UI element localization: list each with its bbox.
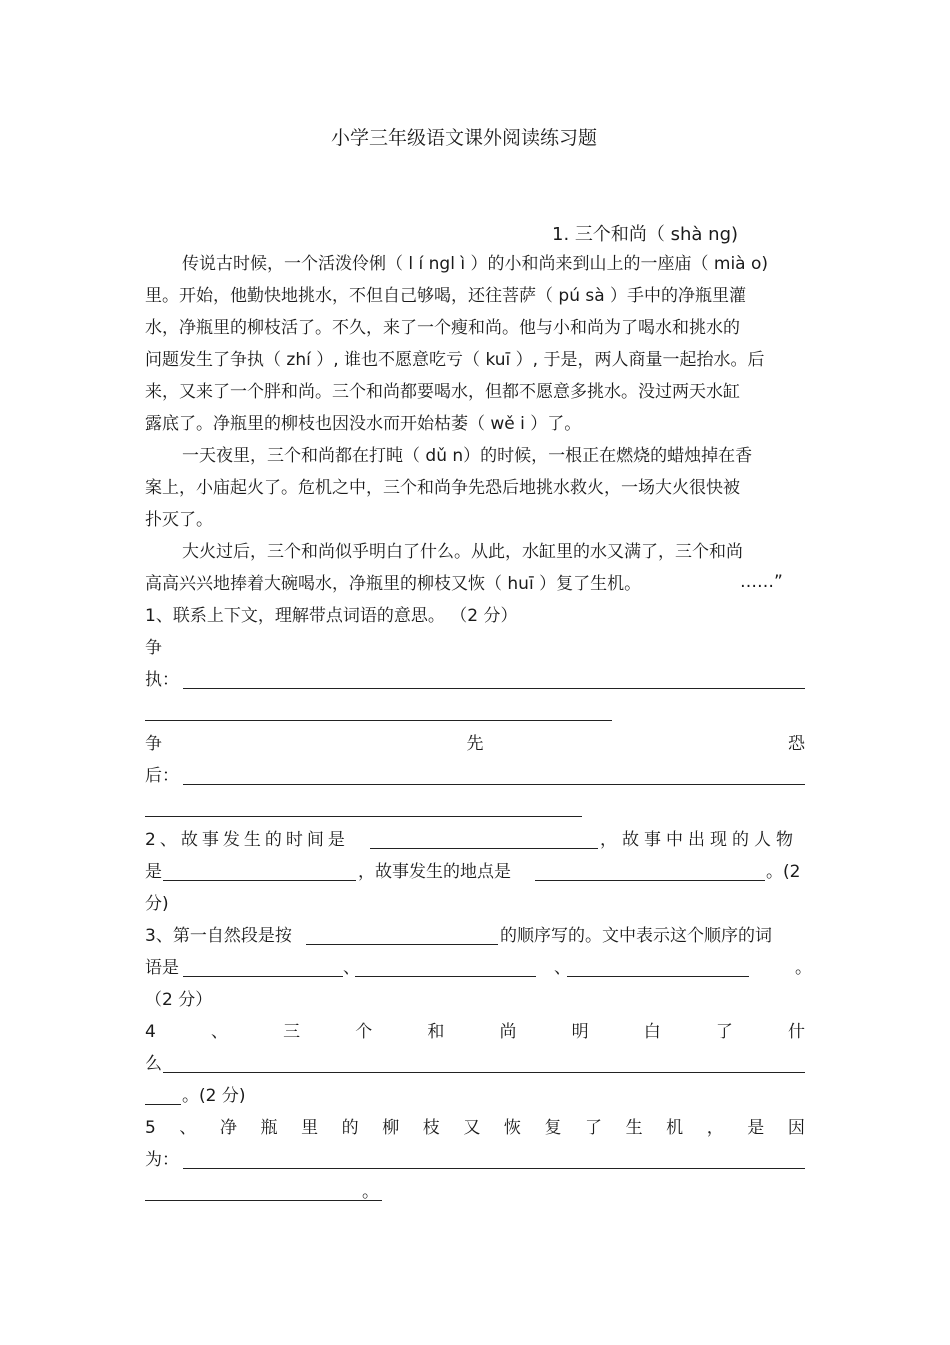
question-1: 1、联系上下文，理解带点词语的意思。 （2 分） — [145, 606, 518, 626]
q5-char: ， — [706, 1118, 724, 1138]
q5-char: 机 — [666, 1118, 684, 1138]
q5-char: 枝 — [422, 1118, 440, 1138]
answer-blank[interactable] — [183, 784, 805, 785]
q5-char: 、 — [179, 1118, 197, 1138]
separator: 、 — [554, 958, 571, 978]
answer-blank[interactable] — [567, 976, 749, 977]
question-4-score: 。(2 分) — [182, 1086, 246, 1106]
question-3-text: 的顺序写的。文中表示这个顺序的词 — [500, 926, 772, 946]
period: 。 — [362, 1182, 379, 1202]
period: 。 — [795, 958, 812, 978]
q5-char: 又 — [463, 1118, 481, 1138]
q5-char: 复 — [544, 1118, 562, 1138]
q5-char: 净 — [219, 1118, 237, 1138]
separator: 、 — [343, 958, 360, 978]
answer-blank[interactable] — [145, 1200, 382, 1201]
q4-char: 和 — [427, 1022, 445, 1042]
question-2-text: ，故事中出现的人物 — [600, 830, 798, 850]
question-4-text — [145, 1022, 805, 1042]
answer-blank[interactable] — [355, 976, 536, 977]
q5-char: 里 — [301, 1118, 319, 1138]
q1-word2-char: 恐 — [788, 734, 805, 754]
story-title: 1. 三个和尚（ shà ng) — [552, 224, 739, 245]
q4-char: 个 — [355, 1022, 373, 1042]
answer-blank[interactable] — [163, 880, 356, 881]
q1-word2 — [145, 734, 805, 754]
q1-word1-label: 执： — [145, 670, 179, 690]
q5-char: 柳 — [382, 1118, 400, 1138]
q4-char: 三 — [283, 1022, 301, 1042]
q1-word2-char: 先 — [466, 734, 484, 754]
answer-blank[interactable] — [306, 944, 498, 945]
passage-line: 水，净瓶里的柳枝活了。不久，来了一个瘦和尚。他与小和尚为了喝水和挑水的 — [145, 318, 740, 338]
q5-char: 是 — [747, 1118, 765, 1138]
q5-char: 因 — [787, 1118, 805, 1138]
answer-blank[interactable] — [183, 976, 343, 977]
passage-line: 大火过后，三个和尚似乎明白了什么。从此，水缸里的水又满了，三个和尚 — [182, 542, 743, 562]
q4-char: 、 — [210, 1022, 228, 1042]
answer-blank[interactable] — [145, 720, 612, 721]
answer-blank[interactable] — [183, 1168, 805, 1169]
question-3-text: 3、第一自然段是按 — [145, 926, 292, 946]
question-4-text: 么 — [145, 1054, 162, 1074]
q4-char: 4 — [145, 1022, 156, 1042]
question-2-text: 2、故事发生的时间是 — [145, 830, 349, 850]
question-2-text: 是 — [145, 862, 162, 882]
answer-blank[interactable] — [163, 1072, 805, 1073]
q4-char: 白 — [643, 1022, 661, 1042]
passage-line: 一天夜里，三个和尚都在打盹（ dǔ n）的时候，一根正在燃烧的蜡烛掉在香 — [182, 446, 753, 466]
question-5-text — [145, 1118, 805, 1138]
q5-char: 恢 — [503, 1118, 521, 1138]
question-5-text: 为： — [145, 1150, 179, 1170]
passage-ellipsis: ……” — [740, 572, 783, 592]
q5-char: 的 — [341, 1118, 359, 1138]
q5-char: 瓶 — [260, 1118, 278, 1138]
answer-blank[interactable] — [535, 880, 765, 881]
answer-blank[interactable] — [145, 1104, 181, 1105]
passage-line: 问题发生了争执（ zhí ）, 谁也不愿意吃亏（ kuī ）, 于是，两人商量一起抬水。后 — [145, 350, 765, 370]
q4-char: 了 — [715, 1022, 733, 1042]
q5-char: 5 — [145, 1118, 156, 1138]
q5-char: 了 — [585, 1118, 603, 1138]
passage-line: 露底了。净瓶里的柳枝也因没水而开始枯萎（ wě i ）了。 — [145, 414, 582, 434]
q4-char: 尚 — [499, 1022, 517, 1042]
question-2-text: ，故事发生的地点是 — [358, 862, 511, 882]
passage-line: 高高兴兴地捧着大碗喝水，净瓶里的柳枝又恢（ huī ）复了生机。 — [145, 574, 642, 594]
q1-word2-char: 争 — [145, 734, 162, 754]
answer-blank[interactable] — [183, 688, 805, 689]
q1-word1-char: 争 — [145, 638, 162, 658]
q1-word2-label: 后： — [145, 766, 179, 786]
passage-line: 扑灭了。 — [145, 510, 213, 530]
question-2-score: 分) — [145, 894, 169, 914]
answer-blank[interactable] — [370, 848, 598, 849]
passage-line: 传说古时候，一个活泼伶俐（ l í ngl ì ）的小和尚来到山上的一座庙（ mià o) — [182, 254, 769, 274]
passage-line: 里。开始，他勤快地挑水，不但自己够喝，还往菩萨（ pú sà ）手中的净瓶里灌 — [145, 286, 747, 306]
page-title: 小学三年级语文课外阅读练习题 — [330, 127, 597, 149]
q4-char: 什 — [787, 1022, 805, 1042]
question-3-score: （2 分） — [145, 990, 213, 1010]
question-3-text: 语是 — [145, 958, 179, 978]
q4-char: 明 — [571, 1022, 589, 1042]
answer-blank[interactable] — [145, 816, 582, 817]
passage-line: 来，又来了一个胖和尚。三个和尚都要喝水，但都不愿意多挑水。没过两天水缸 — [145, 382, 740, 402]
q5-char: 生 — [625, 1118, 643, 1138]
passage-line: 案上，小庙起火了。危机之中，三个和尚争先恐后地挑水救火，一场大火很快被 — [145, 478, 740, 498]
question-2-text: 。(2 — [766, 862, 801, 882]
